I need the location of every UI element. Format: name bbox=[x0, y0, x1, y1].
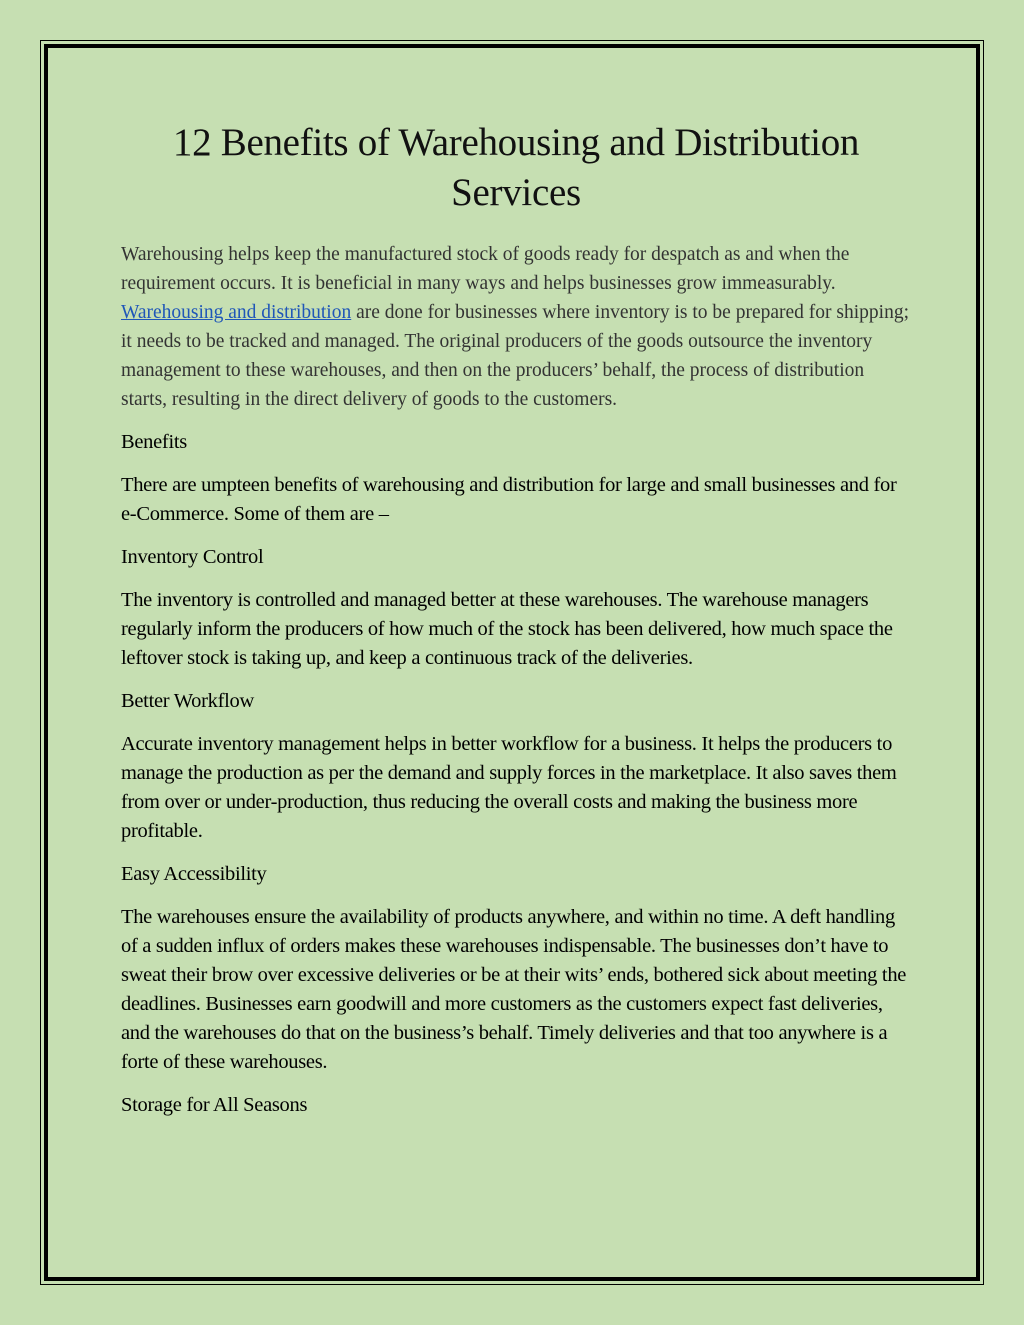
section-text-inventory-control: The inventory is controlled and managed better at these warehouses. The warehouse managers regularly inform the producers of how much of the stock has been delivered, how much space the leftover stock is taking up, and keep a continuous track of the deliveries. bbox=[121, 589, 893, 669]
section-heading-benefits: Benefits bbox=[121, 431, 187, 453]
document-body bbox=[121, 118, 911, 1120]
section-text-benefits: There are umpteen benefits of warehousing and distribution for large and small businesses and for e-Commerce. Some of them are – bbox=[121, 474, 897, 525]
document-title bbox=[121, 118, 911, 218]
section-heading-storage-all-seasons: Storage for All Seasons bbox=[121, 1094, 308, 1116]
section-heading-inventory-control: Inventory Control bbox=[121, 546, 264, 568]
section-heading-better-workflow: Better Workflow bbox=[121, 690, 254, 712]
section-text-better-workflow: Accurate inventory management helps in better workflow for a business. It helps the producers to manage the production as per the demand and supply forces in the marketplace. It also saves them from over or under-production, thus reducing the overall costs and making the business more profitable. bbox=[121, 733, 897, 842]
section-heading-easy-accessibility: Easy Accessibility bbox=[121, 863, 267, 885]
document-title-line-2: Services bbox=[451, 171, 581, 214]
intro-text-after-link: are done for businesses where inventory is to be prepared for shipping; it needs to be tracked and managed. The original producers of the goods outsource the inventory management to these warehouses, and then on the producers’ behalf, the process of distribution starts, resulting in the direct delivery of goods to the customers. bbox=[121, 302, 909, 410]
document-title-line-1: 12 Benefits of Warehousing and Distribution bbox=[172, 121, 860, 164]
section-text-easy-accessibility: The warehouses ensure the availability of products anywhere, and within no time. A deft handling of a sudden influx of orders makes these warehouses indispensable. The businesses don’t have to sweat their brow over excessive deliveries or be at their wits’ ends, bothered sick about meeting the deadlines. Businesses earn goodwill and more customers as the customers expect fast deliveries, and the warehouses do that on the business’s behalf. Timely deliveries and that too anywhere is a forte of these warehouses. bbox=[121, 906, 907, 1073]
warehousing-distribution-link[interactable]: Warehousing and distribution bbox=[121, 302, 352, 323]
intro-paragraph bbox=[121, 240, 911, 414]
intro-text-before-link: Warehousing helps keep the manufactured stock of goods ready for despatch as and when the requirement occurs. It is beneficial in many ways and helps businesses grow immeasurably. bbox=[121, 244, 850, 294]
